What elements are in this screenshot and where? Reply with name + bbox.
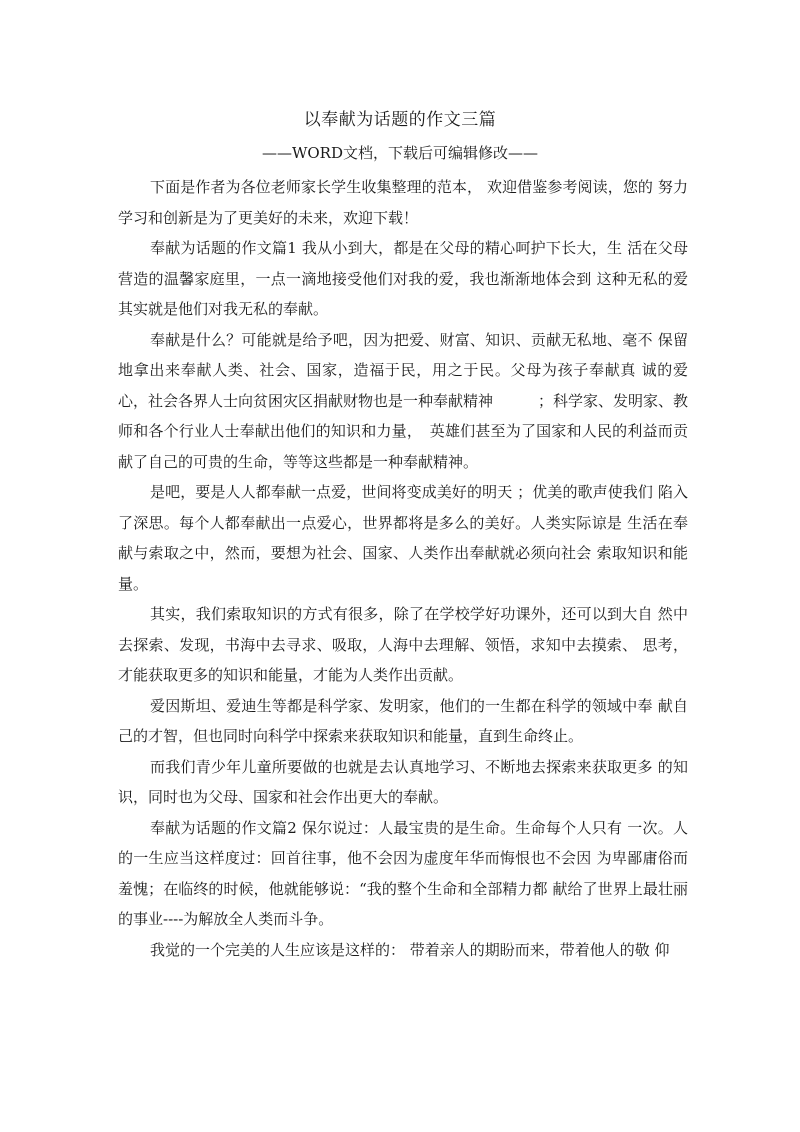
paragraph-scientists: 爱因斯坦、爱迪生等都是科学家、发明家，他们的一生都在科学的领域中奉 献自己的才智，但也同时向科学中探索来获取知识和能量，直到生命终止。 xyxy=(118,696,688,745)
paragraph-essay1-opening: 奉献为话题的作文篇1 我从小到大，都是在父母的精心呵护下长大，生 活在父母营造的温馨家庭里，一点一滴地接受他们对我的爱，我也渐渐地体会到 这种无私的爱其实就是他们对我无私的奉献。 xyxy=(118,239,688,318)
paragraph-essay2-opening: 奉献为话题的作文篇2 保尔说过：人最宝贵的是生命。生命每个人只有 一次。人的一生应当这样度过：回首往事，他不会因为虚度年华而悔恨也不会因 为卑鄙庸俗而羞愧；在临终的时候，他就能够说：“我的整个生命和全部精力都 献给了世界上最壮丽的事业----为解放全人类而斗争。 xyxy=(118,818,688,928)
paragraph-everyone-dedicates: 是吧，要是人人都奉献一点爱，世间将变成美好的明天 ；优美的歌声使我们 陷入了深思。每个人都奉献出一点爱心，世界都将是多么的美好。人类实际谅是 生活在奉献与索取之中，然而，要想为社会、国家、人类作出奉献就必须向社会 索取知识和能量。 xyxy=(118,483,688,593)
document-body xyxy=(118,172,688,965)
paragraph-intro: 下面是作者为各位老师家长学生收集整理的范本， 欢迎借鉴参考阅读，您的 努力学习和创新是为了更美好的未来，欢迎下载！ xyxy=(118,178,688,227)
paragraph-perfect-life: 我觉的一个完美的人生应该是这样的： 带着亲人的期盼而来，带着他人的敬 仰 xyxy=(150,940,670,959)
paragraph-what-is-dedication: 奉献是什么？可能就是给予吧，因为把爱、财富、知识、贡献无私地、毫不 保留地拿出来奉献人类、社会、国家，造福于民，用之于民。父母为孩子奉献真 诚的爱心，社会各界人士向贫困灾区捐献财物也是一种奉献精神 ；科学家、发明家、教师和各个行业人士奉献出他们的知识和力量， 英雄们甚至为了国家和人民的利益而贡献了自己的可贵的生命，等等这些都是一种奉献精神。 xyxy=(118,330,689,471)
paragraph-youth: 而我们青少年儿童所要做的也就是去认真地学习、不断地去探索来获取更多 的知识，同时也为父母、国家和社会作出更大的奉献。 xyxy=(118,757,688,806)
document-subtitle: ——WORD文档，下载后可编辑修改—— xyxy=(261,144,539,162)
document-title: 以奉献为话题的作文三篇 xyxy=(303,110,497,130)
paragraph-ways-of-knowledge: 其实，我们索取知识的方式有很多，除了在学校学好功课外，还可以到大自 然中去探索、发现，书海中去寻求、吸取，人海中去理解、领悟，求知中去摸索、 思考，才能获取更多的知识和能量，才能为人类作出贡献。 xyxy=(118,605,688,684)
